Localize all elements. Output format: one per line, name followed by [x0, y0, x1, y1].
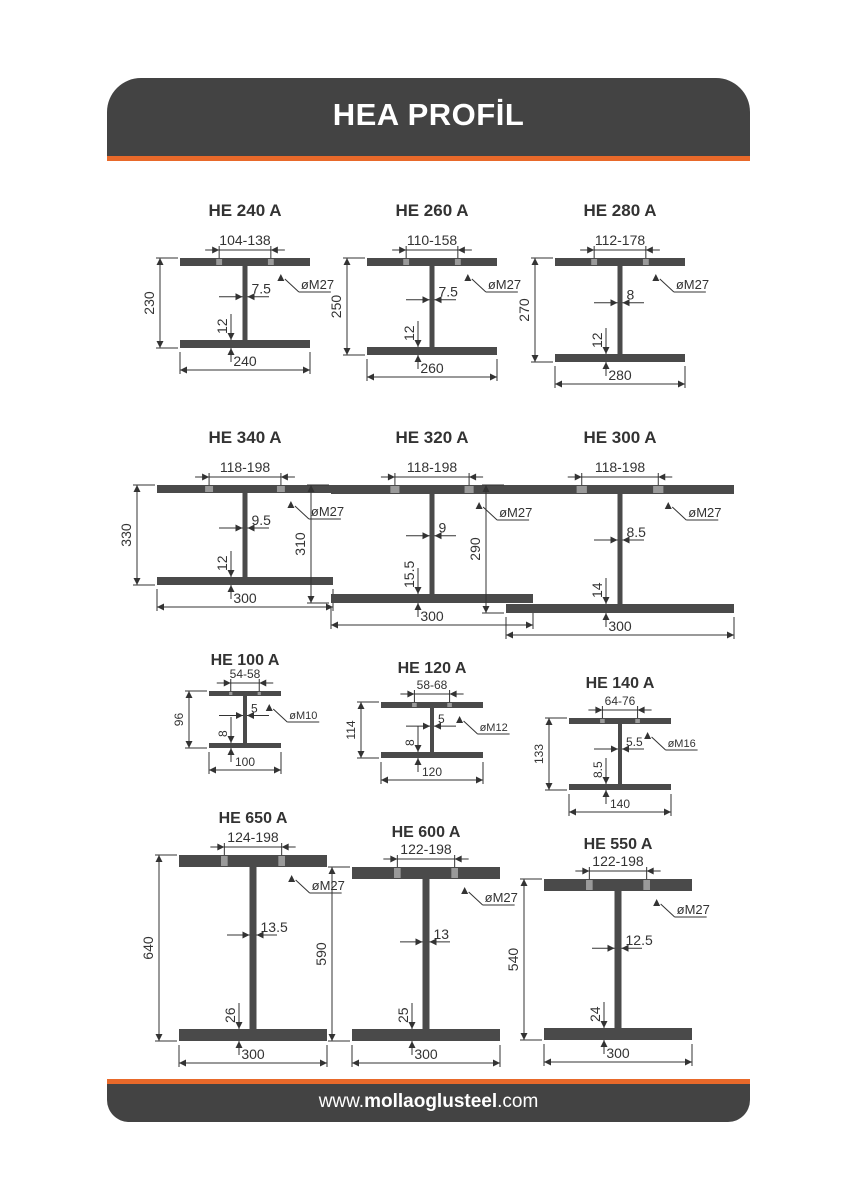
- bolt-size-value: øM27: [311, 878, 345, 893]
- bolt-hole: [390, 486, 399, 493]
- profile-label: HE 550 A: [583, 836, 653, 853]
- web: [618, 266, 623, 354]
- hole-spacing-arrow: [587, 247, 594, 254]
- hole-spacing-arrow: [407, 691, 414, 698]
- top-flange: [179, 855, 327, 867]
- width-arrow: [352, 1060, 359, 1067]
- web-thickness-arrow: [243, 931, 250, 938]
- bolt-hole: [635, 719, 640, 723]
- bolt-arrow: [652, 274, 659, 281]
- bolt-leader: [483, 507, 497, 520]
- hole-spacing-arrow: [450, 691, 457, 698]
- hole-spacing-value: 54-58: [229, 667, 261, 681]
- web: [250, 867, 257, 1029]
- height-arrow: [358, 702, 365, 709]
- bottom-flange: [555, 354, 685, 362]
- bolt-size-value: øM10: [289, 710, 318, 722]
- top-flange: [555, 258, 685, 266]
- hole-spacing-value: 124-198: [227, 829, 279, 845]
- top-flange: [180, 258, 310, 266]
- hole-spacing-arrow: [282, 844, 289, 851]
- bolt-hole: [277, 486, 285, 492]
- flange-thickness-value: 26: [222, 1007, 238, 1023]
- flange-thickness-arrow: [603, 790, 610, 797]
- bolt-hole: [205, 486, 213, 492]
- bottom-flange: [180, 340, 310, 348]
- hole-spacing-arrow: [458, 247, 465, 254]
- bottom-flange: [179, 1029, 327, 1041]
- hole-spacing-arrow: [582, 868, 589, 875]
- bolt-hole: [465, 486, 474, 493]
- width-arrow: [320, 1060, 327, 1067]
- height-arrow: [134, 485, 141, 492]
- web-thickness-arrow: [416, 938, 423, 945]
- width-value: 300: [241, 1046, 265, 1062]
- web-thickness-value: 8.5: [626, 524, 646, 541]
- width-arrow: [331, 622, 338, 629]
- width-value: 100: [234, 755, 256, 769]
- height-arrow: [521, 879, 528, 886]
- footer-banner: [107, 1084, 750, 1122]
- web-thickness-arrow: [423, 532, 430, 539]
- height-arrow: [157, 258, 164, 265]
- top-flange: [544, 879, 692, 891]
- width-value: 240: [233, 353, 257, 369]
- web: [615, 891, 622, 1028]
- width-arrow: [179, 1060, 186, 1067]
- web: [618, 724, 622, 784]
- bottom-flange: [331, 594, 533, 603]
- height-arrow: [186, 691, 193, 698]
- height-value: 230: [141, 291, 157, 315]
- width-value: 300: [414, 1046, 438, 1062]
- web-thickness-arrow: [611, 299, 618, 306]
- web-thickness-value: 5: [251, 701, 258, 716]
- profile-label: HE 240 A: [208, 201, 282, 220]
- width-value: 120: [421, 765, 443, 779]
- height-arrow: [156, 1034, 163, 1041]
- bolt-hole: [216, 259, 222, 265]
- web-thickness-value: 9.5: [251, 512, 271, 528]
- bottom-flange: [381, 752, 483, 758]
- bolt-hole: [229, 692, 232, 695]
- flange-thickness-value: 12: [401, 325, 417, 341]
- hole-spacing-arrow: [281, 474, 288, 481]
- bolt-hole: [268, 259, 274, 265]
- flange-thickness-value: 24: [587, 1006, 603, 1022]
- width-arrow: [493, 1060, 500, 1067]
- width-arrow: [678, 381, 685, 388]
- hole-spacing-arrow: [399, 247, 406, 254]
- height-value: 290: [467, 537, 483, 561]
- profile-label: HE 280 A: [583, 201, 657, 220]
- width-arrow: [727, 632, 734, 639]
- width-arrow: [180, 367, 187, 374]
- flange-thickness-value: 12: [214, 318, 230, 334]
- top-flange: [506, 485, 734, 494]
- bolt-arrow: [665, 502, 672, 509]
- web: [430, 708, 434, 752]
- bolt-hole: [447, 703, 452, 707]
- width-arrow: [664, 809, 671, 816]
- hole-spacing-arrow: [575, 474, 582, 481]
- top-flange: [381, 702, 483, 708]
- height-value: 114: [344, 720, 358, 740]
- top-flange: [367, 258, 497, 266]
- bottom-flange: [367, 347, 497, 355]
- web: [243, 493, 248, 577]
- flange-thickness-value: 12: [214, 555, 230, 571]
- width-arrow: [157, 604, 164, 611]
- bolt-hole: [412, 703, 417, 707]
- hole-spacing-value: 122-198: [592, 853, 644, 869]
- width-arrow: [569, 809, 576, 816]
- width-arrow: [555, 381, 562, 388]
- flange-thickness-value: 12: [589, 332, 605, 348]
- hole-spacing-arrow: [638, 707, 645, 714]
- hole-spacing-arrow: [202, 474, 209, 481]
- web-thickness-arrow: [236, 525, 243, 532]
- web-thickness-arrow: [608, 945, 615, 952]
- bolt-arrow: [287, 501, 294, 508]
- height-value: 540: [505, 947, 521, 972]
- bolt-size-value: øM27: [310, 504, 345, 519]
- width-value: 140: [609, 797, 631, 811]
- flange-thickness-value: 8: [216, 730, 230, 737]
- height-arrow: [546, 718, 553, 725]
- bolt-arrow: [277, 274, 284, 281]
- bolt-hole: [643, 259, 649, 265]
- hole-spacing-arrow: [646, 247, 653, 254]
- hole-spacing-arrow: [647, 868, 654, 875]
- hole-spacing-arrow: [455, 856, 462, 863]
- width-value: 280: [608, 367, 632, 383]
- hole-spacing-value: 112-178: [594, 232, 646, 248]
- width-value: 300: [608, 618, 632, 634]
- bolt-arrow: [461, 887, 468, 894]
- hole-spacing-arrow: [212, 247, 219, 254]
- bolt-hole: [258, 692, 261, 695]
- flange-thickness-arrow: [415, 758, 422, 765]
- top-flange: [569, 718, 671, 724]
- bolt-size-value: øM27: [487, 277, 522, 292]
- bolt-hole: [403, 259, 409, 265]
- height-arrow: [329, 1034, 336, 1041]
- width-arrow: [526, 622, 533, 629]
- url-suffix: .com: [497, 1091, 539, 1112]
- hole-spacing-arrow: [658, 474, 665, 481]
- top-flange: [352, 867, 500, 879]
- flange-thickness-value: 8.5: [591, 761, 605, 778]
- hole-spacing-arrow: [388, 474, 395, 481]
- bolt-size-value: øM16: [667, 738, 696, 750]
- profile-label: HE 600 A: [391, 824, 461, 841]
- flange-thickness-value: 8: [403, 739, 417, 746]
- bolt-arrow: [653, 899, 660, 906]
- width-value: 300: [233, 590, 257, 606]
- bolt-arrow: [644, 732, 651, 739]
- height-value: 133: [532, 743, 546, 765]
- height-value: 330: [118, 523, 134, 547]
- profile-label: HE 650 A: [218, 810, 288, 827]
- bolt-size-value: øM12: [479, 722, 508, 734]
- height-arrow: [186, 741, 193, 748]
- height-value: 590: [313, 942, 329, 966]
- top-flange: [209, 691, 281, 696]
- bolt-arrow: [476, 502, 483, 509]
- hole-spacing-arrow: [595, 707, 602, 714]
- flange-thickness-value: 14: [589, 582, 605, 598]
- bolt-arrow: [266, 704, 273, 711]
- width-value: 300: [606, 1045, 630, 1061]
- height-arrow: [521, 1033, 528, 1040]
- height-arrow: [308, 596, 315, 603]
- height-value: 96: [172, 712, 186, 727]
- hole-spacing-value: 58-68: [416, 678, 448, 692]
- bolt-arrow: [464, 274, 471, 281]
- height-arrow: [344, 258, 351, 265]
- height-arrow: [134, 578, 141, 585]
- profile-label: HE 100 A: [210, 652, 280, 669]
- bolt-size-value: øM27: [499, 505, 533, 520]
- web: [430, 266, 435, 347]
- width-arrow: [476, 777, 483, 784]
- width-arrow: [303, 367, 310, 374]
- bolt-leader: [273, 709, 287, 722]
- bolt-size-value: øM27: [676, 902, 710, 917]
- width-arrow: [326, 604, 333, 611]
- web-thickness-arrow: [611, 745, 618, 752]
- hole-spacing-arrow: [217, 844, 224, 851]
- hole-spacing-arrow: [390, 856, 397, 863]
- flange-thickness-value: 15.5: [401, 560, 417, 588]
- width-arrow: [274, 767, 281, 774]
- bolt-leader: [464, 721, 478, 734]
- hole-spacing-value: 118-198: [594, 459, 646, 475]
- bolt-leader: [660, 279, 674, 292]
- top-flange: [157, 485, 333, 493]
- height-arrow: [483, 606, 490, 613]
- bolt-hole: [600, 719, 605, 723]
- height-value: 310: [292, 532, 308, 556]
- bolt-leader: [472, 279, 486, 292]
- bottom-flange: [352, 1029, 500, 1041]
- hole-spacing-arrow: [469, 474, 476, 481]
- hole-spacing-value: 122-198: [400, 841, 452, 857]
- web: [423, 879, 430, 1029]
- height-arrow: [344, 348, 351, 355]
- bolt-size-value: øM27: [484, 890, 518, 905]
- url-brand: mollaoglusteel: [364, 1091, 498, 1112]
- profile-label: HE 120 A: [397, 660, 467, 677]
- bolt-size-value: øM27: [688, 505, 722, 520]
- hole-spacing-value: 64-76: [604, 694, 636, 708]
- bolt-hole: [278, 856, 285, 866]
- bolt-leader: [296, 880, 310, 893]
- bolt-hole: [653, 486, 663, 493]
- width-value: 260: [420, 360, 444, 376]
- hole-spacing-value: 118-198: [406, 459, 458, 475]
- web-thickness-arrow: [236, 712, 243, 719]
- bolt-hole: [586, 880, 593, 890]
- profile-label: HE 140 A: [585, 675, 655, 692]
- web-thickness-arrow: [611, 537, 618, 544]
- bolt-hole: [643, 880, 650, 890]
- height-value: 270: [516, 298, 532, 322]
- web: [243, 266, 248, 340]
- height-value: 640: [140, 936, 156, 960]
- bolt-hole: [451, 868, 458, 878]
- web-thickness-arrow: [423, 296, 430, 303]
- top-flange: [331, 485, 533, 494]
- width-arrow: [506, 632, 513, 639]
- web-thickness-value: 13: [433, 925, 450, 942]
- bolt-leader: [652, 737, 666, 750]
- bolt-leader: [469, 892, 483, 905]
- height-value: 250: [328, 294, 344, 319]
- flange-thickness-value: 25: [395, 1007, 411, 1023]
- hole-spacing-value: 104-138: [219, 232, 271, 248]
- hole-spacing-arrow: [271, 247, 278, 254]
- bolt-leader: [661, 904, 675, 917]
- width-arrow: [209, 767, 216, 774]
- url-prefix: www.: [318, 1091, 365, 1112]
- web-thickness-value: 5: [438, 712, 445, 727]
- web-thickness-value: 7.5: [251, 280, 271, 297]
- profile-label: HE 300 A: [583, 428, 657, 447]
- bolt-leader: [672, 507, 686, 520]
- bolt-leader: [295, 506, 309, 519]
- bottom-flange: [209, 743, 281, 748]
- height-arrow: [157, 341, 164, 348]
- bolt-hole: [221, 856, 228, 866]
- profile-label: HE 320 A: [395, 428, 469, 447]
- web: [243, 696, 247, 743]
- bolt-arrow: [456, 716, 463, 723]
- bolt-size-value: øM27: [675, 277, 710, 292]
- web-thickness-value: 7.5: [438, 283, 458, 300]
- width-arrow: [685, 1059, 692, 1066]
- bolt-leader: [285, 279, 299, 292]
- web-thickness-value: 9: [438, 519, 447, 536]
- height-arrow: [546, 783, 553, 790]
- height-arrow: [532, 258, 539, 265]
- web-thickness-value: 13.5: [260, 918, 288, 935]
- profile-label: HE 260 A: [395, 201, 469, 220]
- height-arrow: [358, 751, 365, 758]
- web-thickness-arrow: [423, 723, 430, 730]
- height-arrow: [532, 355, 539, 362]
- bottom-flange: [157, 577, 333, 585]
- profile-label: HE 340 A: [208, 428, 282, 447]
- bolt-arrow: [288, 875, 295, 882]
- width-arrow: [544, 1059, 551, 1066]
- web: [618, 494, 623, 604]
- bolt-hole: [455, 259, 461, 265]
- bolt-size-value: øM27: [300, 277, 335, 292]
- page-title: HEA PROFİL: [332, 97, 525, 132]
- bolt-hole: [394, 868, 401, 878]
- flange-thickness-arrow: [228, 748, 235, 755]
- bolt-hole: [577, 486, 587, 493]
- web-thickness-arrow: [236, 293, 243, 300]
- width-value: 300: [420, 608, 444, 624]
- web: [430, 494, 435, 594]
- web-thickness-value: 12.5: [625, 932, 653, 949]
- bolt-hole: [591, 259, 597, 265]
- height-arrow: [156, 855, 163, 862]
- web-thickness-value: 5.5: [626, 734, 643, 749]
- bottom-flange: [544, 1028, 692, 1040]
- web-thickness-value: 8: [626, 286, 635, 303]
- width-arrow: [490, 374, 497, 381]
- width-arrow: [381, 777, 388, 784]
- website-url[interactable]: [107, 1091, 750, 1113]
- bottom-flange: [506, 604, 734, 613]
- hole-spacing-value: 110-158: [406, 232, 458, 248]
- height-arrow: [329, 867, 336, 874]
- hole-spacing-value: 118-198: [219, 459, 271, 475]
- bottom-flange: [569, 784, 671, 790]
- width-arrow: [367, 374, 374, 381]
